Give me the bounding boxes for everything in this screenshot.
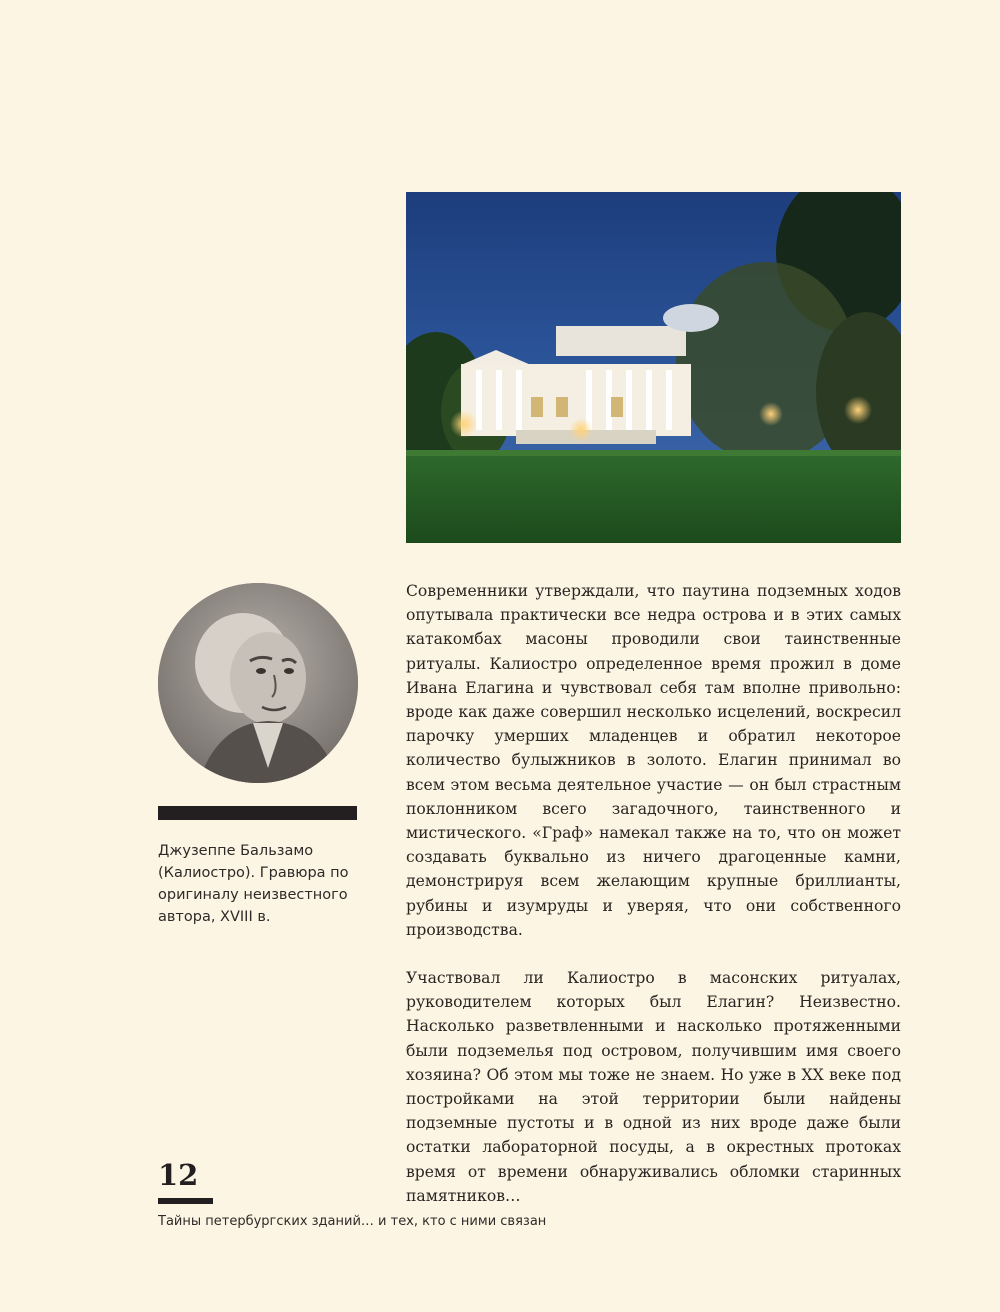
paragraph: Современники утверждали, что паутина подземных ходов опутывала практически все недра острова и в этих самых катакомбах масоны проводили свои таинственные ритуалы. Калиостро определенное время прожил в доме Ивана Елагина и чувствовал себя там вполне привольно: вроде как даже совершил несколько исцелений, воскресил парочку умерших младенцев и обратил некоторое количество булыжников в золото. Елагин принимал во всем этом весьма деятельное участие — он был страстным поклонником всего загадочного, таинственного и мистического. «Граф» намекал также на то, что он может создавать буквально из ничего драгоценные камни, демонстрируя всем желающим крупные бриллианты, рубины и изумруды и уверяя, что они собственного производства. [406,582,901,939]
palace-photo [406,192,901,543]
engraving-portrait-illustration [158,583,358,783]
paragraph: Участвовал ли Калиостро в масонских ритуалах, руководителем которых был Елагин? Неизвестно. Насколько разветвленными и насколько протяженными были подземелья под островом, получившим имя своего хозяина? Об этом мы тоже не знаем. Но уже в XX веке под постройками на этой территории были найдены подземные пустоты и в одной из них вроде даже были остатки лабораторной посуды, а в окрестных протоках время от времени обнаруживались обломки старинных памятников… [406,969,901,1205]
caption-bar [158,806,357,820]
palace-photo-illustration [406,192,901,543]
article-body [406,579,901,1232]
portrait-image [158,583,358,783]
portrait-caption: Джузеппе Бальзамо (Калиостро). Гравюра по оригиналу неизвестного автора, XVIII в. [158,843,349,925]
page-number: 12 [158,1158,199,1192]
page-number-bar [158,1198,213,1204]
running-title: Тайны петербургских зданий… и тех, кто с ними связан [158,1214,547,1229]
